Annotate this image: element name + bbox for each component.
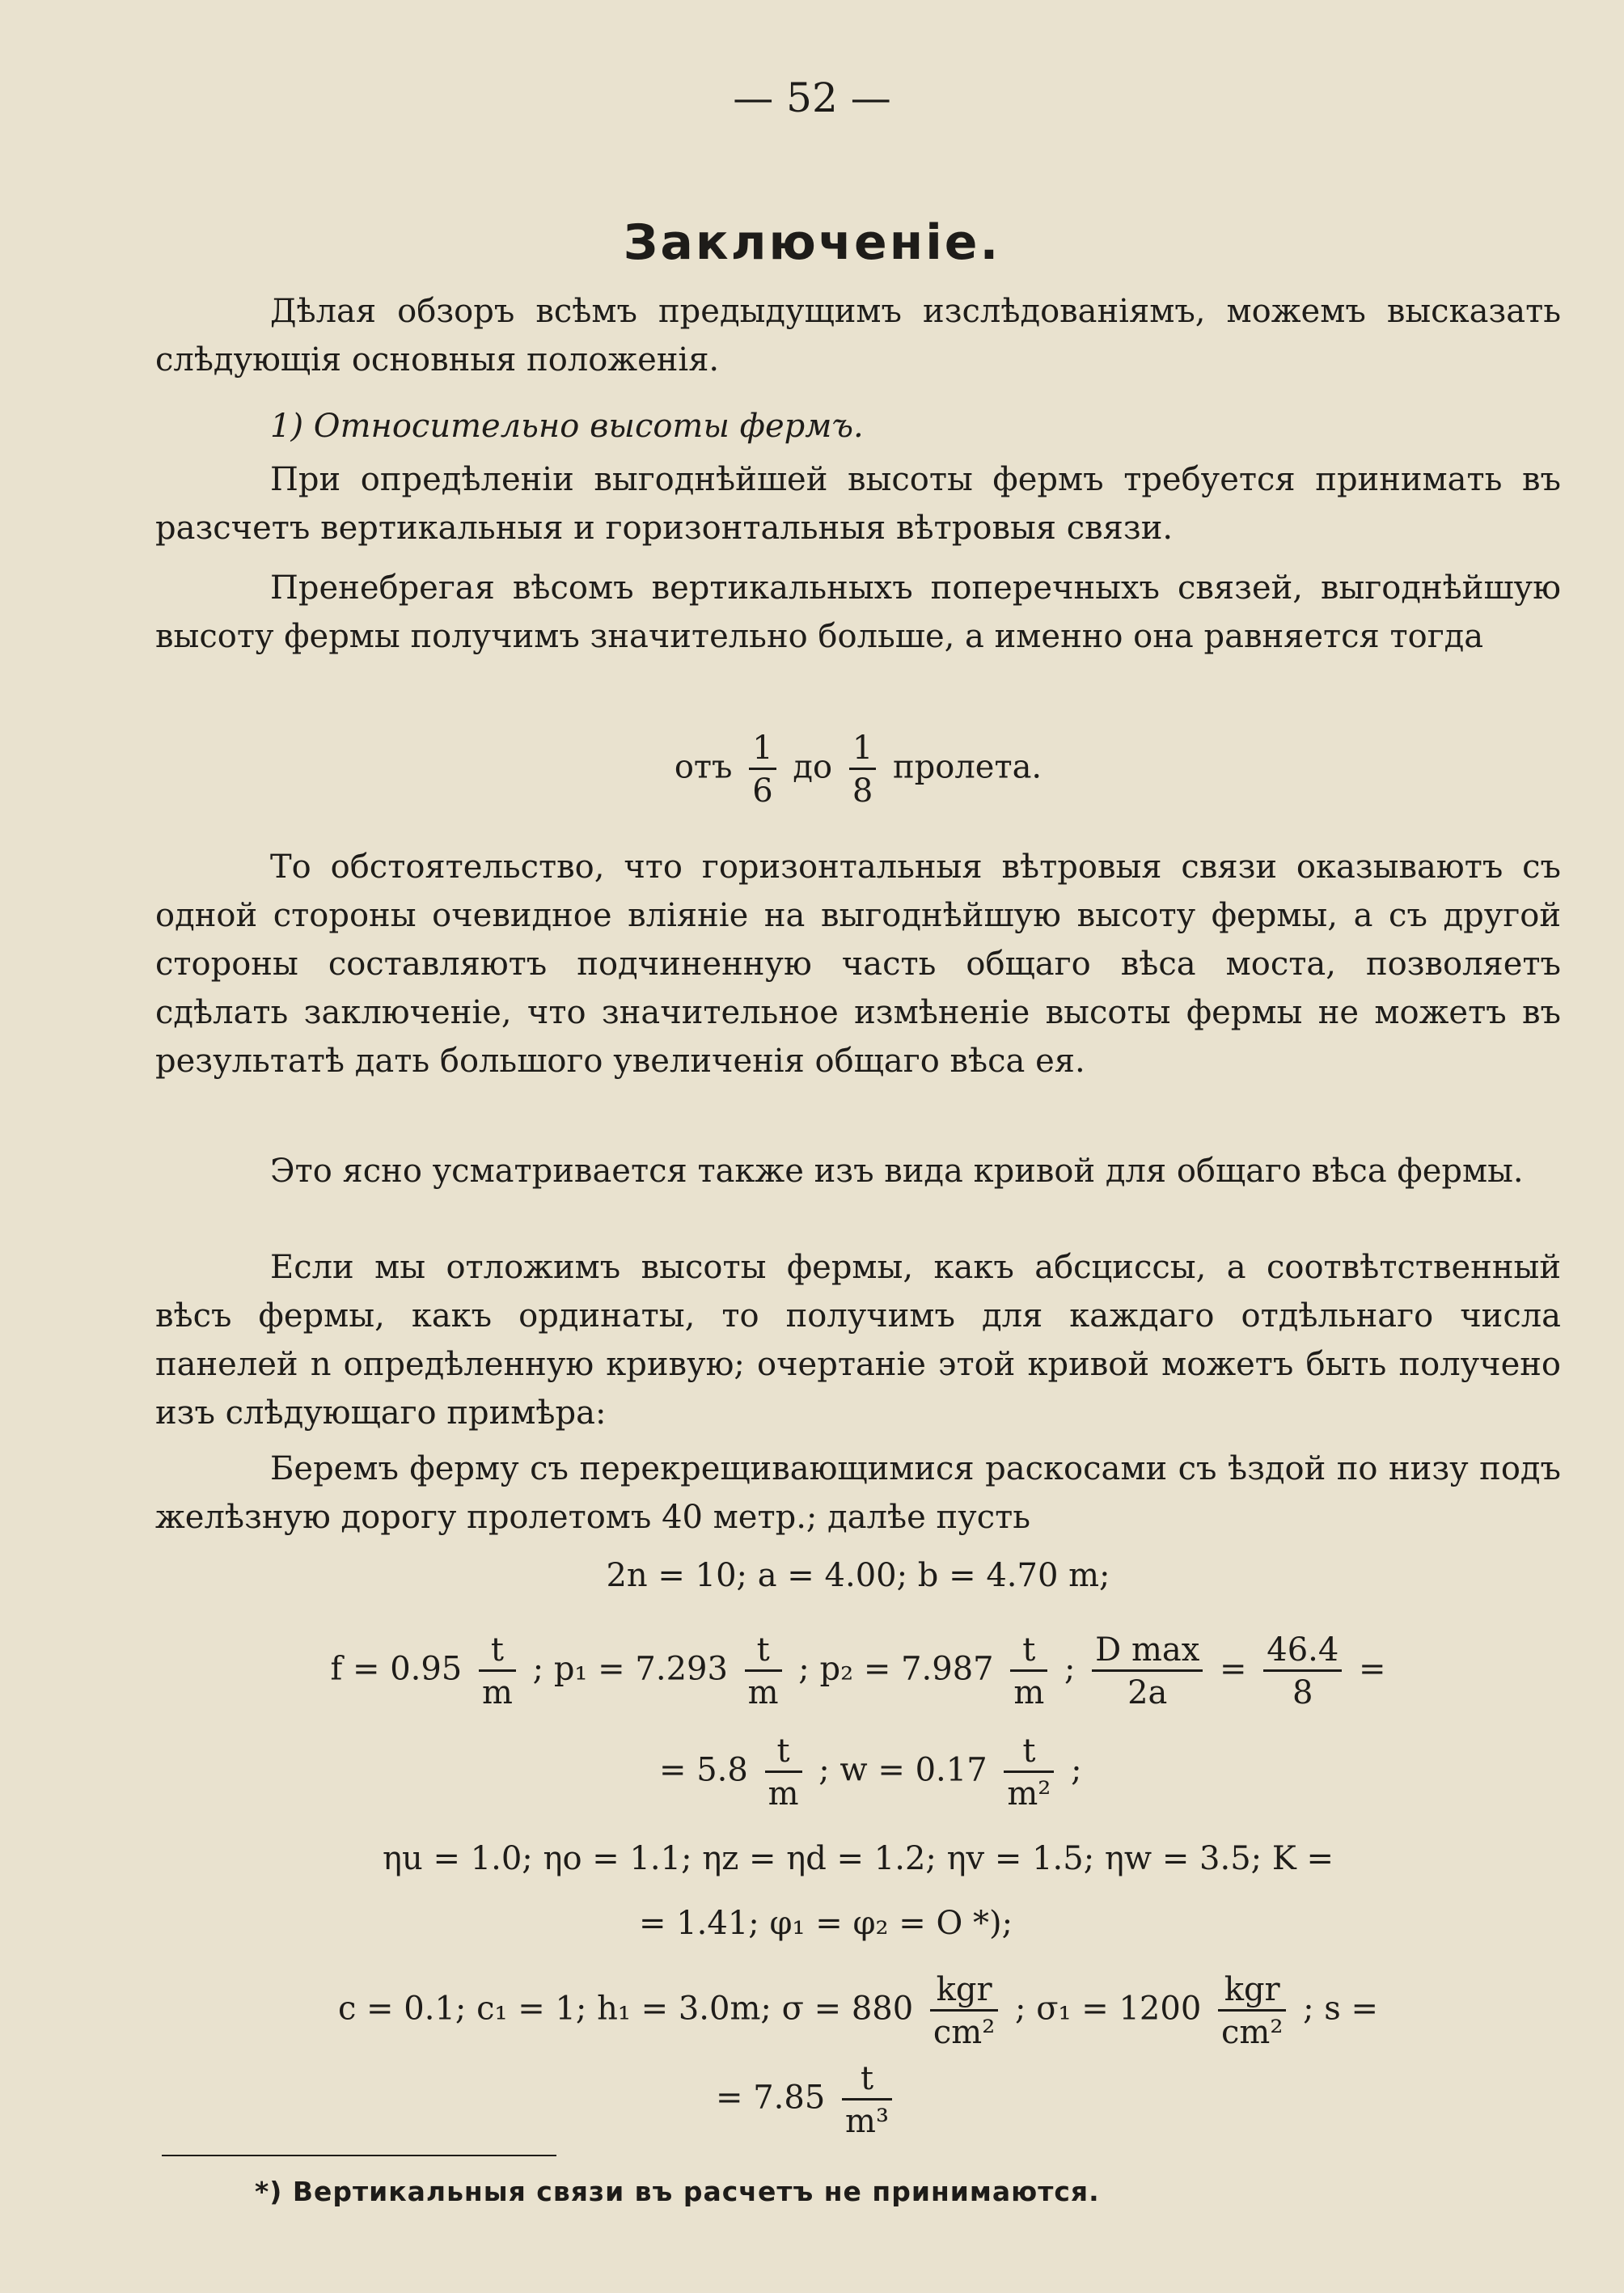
frac-denominator: m (747, 1674, 779, 1711)
fraction-t-per-m (765, 1732, 802, 1813)
frac-denominator: cm² (933, 2014, 996, 2051)
eq7-pre: = 7.85 (716, 2079, 826, 2117)
frac-numerator: 46.4 (1263, 1634, 1342, 1672)
frac-denominator: m² (1007, 1775, 1051, 1813)
frac-numerator: t (479, 1634, 516, 1672)
eq2-p2: ; p₂ = 7.987 (798, 1650, 994, 1688)
paragraph-4: Это ясно усматривается также изъ вида кривой для общаго вѣса фермы. (270, 1153, 1524, 1190)
frac-denominator: 8 (1292, 1674, 1313, 1711)
eq2-equals: = (1220, 1650, 1247, 1688)
equation-3 (659, 1732, 1082, 1813)
fraction-dmax-over-2a (1092, 1631, 1203, 1711)
frac-denominator: 8 (852, 772, 873, 810)
fraction-t-per-m (1010, 1631, 1047, 1711)
equation-6 (155, 1971, 1561, 2051)
eq3-mid: ; w = 0.17 (818, 1751, 988, 1789)
paragraph-6: Беремъ ферму съ перекрещивающимися раскосами съ ѣздой по низу подъ желѣзную дорогу пролетомъ 40 метр.; далѣе пусть (155, 1450, 1561, 1536)
equation-7 (716, 2062, 899, 2138)
fraction-kgr-per-cm2 (1218, 1971, 1286, 2051)
fraction-t-per-m (479, 1631, 516, 1711)
frac-numerator: t (1004, 1735, 1054, 1773)
fraction-t-per-m (745, 1631, 782, 1711)
frac-numerator: 1 (849, 732, 876, 770)
frac-prefix: отъ (674, 748, 733, 786)
eq6-end: ; s = (1303, 1990, 1379, 2028)
eq3-end: ; (1071, 1751, 1082, 1789)
frac-denominator: m (1013, 1674, 1045, 1711)
frac-denominator: m³ (845, 2103, 889, 2140)
equation-1: 2n = 10; a = 4.00; b = 4.70 m; (606, 1557, 1110, 1594)
fraction-t-per-m3 (842, 2062, 892, 2138)
fraction-one-eighth (849, 730, 876, 810)
frac-denominator: 2a (1127, 1674, 1168, 1711)
fraction-t-per-m2 (1004, 1732, 1054, 1813)
page-number: — 52 — (733, 74, 891, 121)
section-heading: 1) Относительно высоты фермъ. (270, 408, 864, 445)
eq2-f: f = 0.95 (330, 1650, 463, 1688)
fraction-one-sixth (749, 730, 776, 810)
intro-paragraph: Дѣлая обзоръ всѣмъ предыдущимъ изслѣдованіямъ, можемъ высказать слѣдующія основныя положенія. (155, 293, 1561, 379)
eq6-mid: ; σ₁ = 1200 (1015, 1990, 1202, 2028)
paragraph-5: Если мы отложимъ высоты фермы, какъ абсциссы, а соотвѣтственный вѣсъ фермы, какъ ординаты, то получимъ для каждаго отдѣльнаго числа панелей n опредѣленную кривую; очертаніе этой кривой можетъ быть получено изъ слѣдующаго примѣра: (155, 1249, 1561, 1432)
eq2-separator: ; (1064, 1650, 1076, 1688)
frac-denominator: cm² (1221, 2014, 1284, 2051)
fraction-line (155, 730, 1561, 810)
fraction-46-4-over-8 (1263, 1631, 1342, 1711)
footnote-rule (162, 2155, 556, 2156)
paragraph-1: При опредѣленіи выгоднѣйшей высоты фермъ требуется принимать въ разсчетъ вертикальныя и горизонтальныя вѣтровыя связи. (155, 461, 1561, 547)
eq2-p1: ; p₁ = 7.293 (532, 1650, 728, 1688)
frac-numerator: D max (1092, 1634, 1203, 1672)
frac-numerator: kgr (930, 1974, 998, 2012)
frac-numerator: 1 (749, 732, 776, 770)
paragraph-2: Пренебрегая вѣсомъ вертикальныхъ поперечныхъ связей, выгоднѣйшую высоту фермы получимъ значительно больше, а именно она равняется тогда (155, 569, 1561, 655)
frac-numerator: kgr (1218, 1974, 1286, 2012)
frac-denominator: m (481, 1674, 513, 1711)
eq3-pre: = 5.8 (659, 1751, 748, 1789)
fraction-kgr-per-cm2 (930, 1971, 998, 2051)
page-title: Заключеніе. (623, 214, 1001, 271)
frac-numerator: t (765, 1735, 802, 1773)
frac-suffix: пролета. (893, 748, 1042, 786)
eq2-tail: = (1359, 1650, 1386, 1688)
equation-4: ηu = 1.0; ηo = 1.1; ηz = ηd = 1.2; ηv = 1.5; ηw = 3.5; K = (383, 1840, 1334, 1877)
equation-5: = 1.41; φ₁ = φ₂ = O *); (639, 1905, 1013, 1942)
frac-middle: до (793, 748, 833, 786)
eq6-pre: c = 0.1; c₁ = 1; h₁ = 3.0m; σ = 880 (337, 1990, 914, 2028)
frac-numerator: t (745, 1634, 782, 1672)
frac-numerator: t (1010, 1634, 1047, 1672)
paragraph-3: То обстоятельство, что горизонтальныя вѣтровыя связи оказываютъ съ одной стороны очевидное вліяніе на выгоднѣйшую высоту фермы, а съ другой стороны составляютъ подчиненную часть общаго вѣса моста, позволяетъ сдѣлать заключеніе, что значительное измѣненіе высоты фермы не можетъ въ результатѣ дать большого увеличенія общаго вѣса ея. (155, 848, 1561, 1080)
footnote: *) Вертикальныя связи въ расчетъ не принимаются. (255, 2176, 1100, 2207)
frac-numerator: t (842, 2062, 892, 2101)
frac-denominator: m (768, 1775, 799, 1813)
frac-denominator: 6 (752, 772, 773, 810)
equation-2 (155, 1631, 1561, 1711)
